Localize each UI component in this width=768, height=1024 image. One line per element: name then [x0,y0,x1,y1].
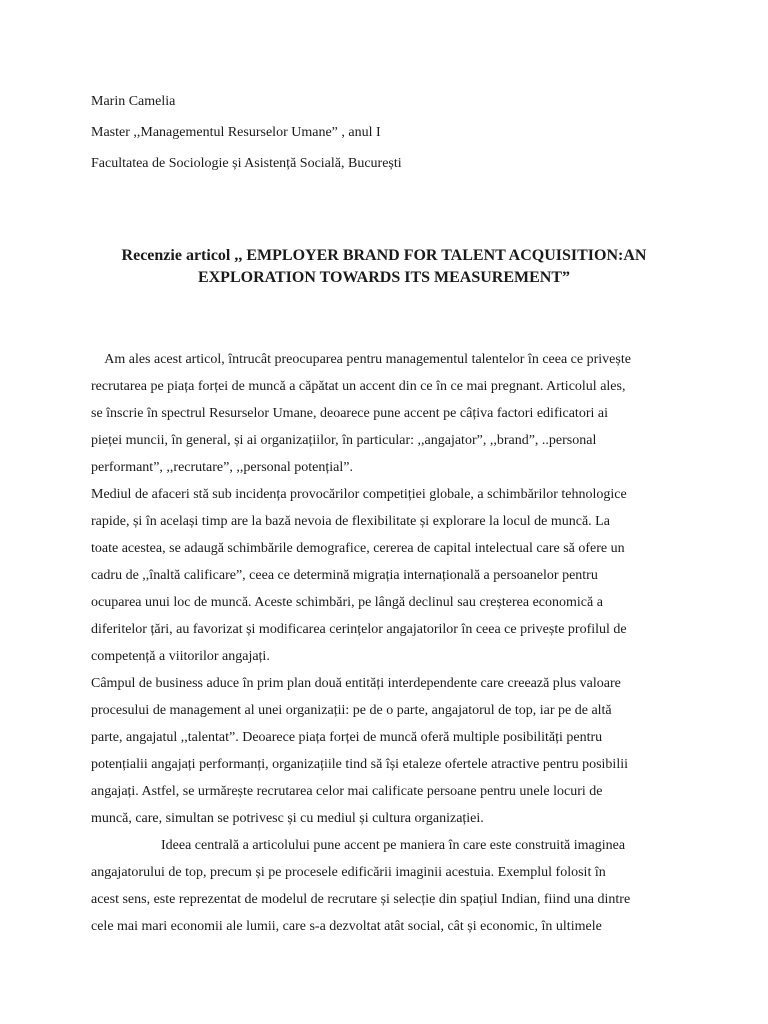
body-line: Am ales acest articol, întrucât preocuparea pentru managementul talentelor în ceea ce privește [91,352,631,367]
body-line: procesului de management al unei organizații: pe de o parte, angajatorul de top, iar pe de altă [91,703,612,718]
body-line: Câmpul de business aduce în prim plan două entități interdependente care creează plus valoare [91,676,621,691]
body-line: Mediul de afaceri stă sub incidența provocărilor competiției globale, a schimbărilor tehnologice [91,487,627,502]
body-line: acest sens, este reprezentat de modelul de recrutare și selecție din spațiul Indian, fiind una dintre [91,892,631,907]
body-line: cadru de ,,înaltă calificare”, ceea ce determină migrația internațională a persoanelor pentru [91,568,598,583]
body-line: pieței muncii, în general, și ai organizațiilor, în particular: ,,angajator”, ,,brand”, ..personal [91,433,597,448]
title-line-1: Recenzie articol ,, EMPLOYER BRAND FOR TALENT ACQUISITION:AN [121,247,647,264]
body-line: cele mai mari economii ale lumii, care s-a dezvoltat atât social, cât și economic, în ultimele [91,919,602,934]
document-title [60,245,708,289]
body-line: diferitelor țări, au favorizat și modificarea cerințelor angajatorilor în ceea ce privește profilul de [91,622,627,637]
body-line: performant”, ,,recrutare”, ,,personal potențial”. [91,460,353,475]
body-line: Ideea centrală a articolului pune accent pe maniera în care este construită imaginea [91,838,626,853]
body-text [91,346,691,940]
body-line: recrutarea pe piața forței de muncă a căpătat un accent din ce în ce mai pregnant. Articolul ales, [91,379,626,394]
title-line-2: EXPLORATION TOWARDS ITS MEASUREMENT” [197,269,571,286]
faculty-line: Facultatea de Sociologie și Asistență Socială, București [91,156,402,171]
body-line: parte, angajatul ,,talentat”. Deoarece piața forței de muncă oferă multiple posibilități pentru [91,730,603,745]
program-line: Master ,,Managementul Resurselor Umane” , anul I [91,125,381,140]
body-line: angajatorului de top, precum și pe procesele edificării imaginii acestuia. Exemplul folosit în [91,865,606,880]
body-line: muncă, care, simultan se potrivesc și cu mediul și cultura organizației. [91,811,484,826]
body-line: potențialii angajați performanți, organizațiile tind să își etaleze ofertele atractive pentru posibilii [91,757,628,772]
body-line: rapide, și în același timp are la bază nevoia de flexibilitate și explorare la locul de muncă. La [91,514,610,529]
author-name: Marin Camelia [91,94,176,109]
body-line: angajați. Astfel, se urmărește recrutarea celor mai calificate persoane pentru unele locuri de [91,784,603,799]
body-line: se înscrie în spectrul Resurselor Umane, deoarece pune accent pe câțiva factori edificatori ai [91,406,608,421]
body-line: toate acestea, se adaugă schimbările demografice, cererea de capital intelectual care să ofere un [91,541,625,556]
body-line: ocuparea unui loc de muncă. Aceste schimbări, pe lângă declinul sau creșterea economică a [91,595,603,610]
body-line: competență a viitorilor angajați. [91,649,270,664]
